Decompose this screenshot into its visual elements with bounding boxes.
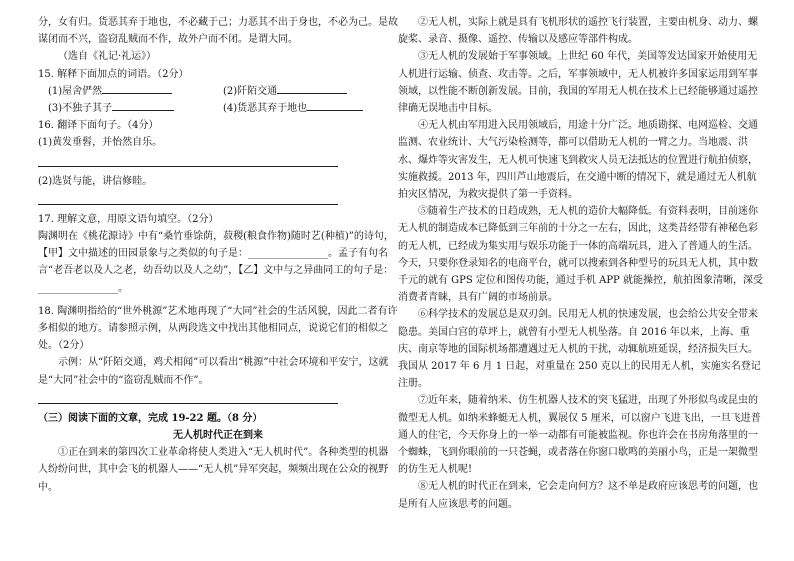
q15-item-3: (3)不独子其子 bbox=[48, 103, 113, 115]
answer-blank[interactable] bbox=[307, 100, 363, 111]
article-paragraph-7: ⑦近年来，随着纳米、仿生机器人技术的突飞猛进，出现了外形似鸟或昆虫的微型无人机。如纳米蜂蜓无人机，翼展仅 5 厘米，可以窗户飞进飞出，一旦飞进普通人的住宅，今天你身上的一举一动都有可能被监视。你也许会在书房角落里的一个蜘蛛，飞到你眼前的一只苍蝇，或者落在你窗口歇鸣的美丽小鸟，正是一架微型的仿生无人机呢! bbox=[398, 395, 761, 476]
article-paragraph-6: ⑥科学技术的发展总是双刃剑。民用无人机的快速发展，也会给公共安全带来隐患。美国白宫的草坪上，就曾有小型无人机坠落。自 2016 年以来，上海、重庆、南京等地的国际机场都遭遇过无人机的干扰，动辄航班延误，经济损失巨大。我国从 2017 年 6 月 1 日起，对重量在 250 克以上的民用无人机，实施实名登记注册。 bbox=[398, 309, 761, 390]
passage-ending: 分，女有归。货恶其弃于地也，不必藏于己；力恶其不出于身也，不必为己。是故谋闭而不兴，盗窃乱贼而不作，故外户而不闭。是谓大同。 bbox=[38, 17, 398, 46]
answer-line[interactable] bbox=[38, 192, 338, 205]
article-paragraph-2: ②无人机，实际上就是具有飞机形状的遥控飞行装置，主要由机身、动力、螺旋桨、录音、摄像、遥控、传输以及感应等部件构成。 bbox=[398, 17, 758, 46]
article-paragraph-5: ⑤随着生产技术的日趋成熟，无人机的造价大幅降低。有资料表明，目前迷你无人机的制造成本已降低到三年前的十分之一左右，因此，这类昔经带有神秘色彩的无人机，已经成为集实用与娱乐功能于一体的高端玩具，进入了普通人的生活。今天，只要你登录知名的电商平台，就可以搜索到各种型号的玩具无人机，其中数千元的就有 GPS 定位和图传功能，通过手机 APP 就能操控，航拍图象清晰，深受消费者青睐，具有广阔的市场前景。 bbox=[398, 206, 763, 304]
q15-item-2: (2)阡陌交通 bbox=[223, 85, 278, 97]
answer-blank[interactable] bbox=[277, 83, 347, 94]
left-column bbox=[38, 14, 398, 496]
answer-line[interactable] bbox=[38, 391, 338, 404]
q15-row-2 bbox=[38, 100, 398, 117]
article-paragraph-1: ①正在到来的第四次工业革命将使人类进入“无人机时代”。各种类型的机器人纷纷问世，其中会飞的机器人——“无人机”异军突起，频频出现在公众的视野中。 bbox=[38, 447, 389, 493]
answer-blank[interactable] bbox=[102, 83, 172, 94]
passage-source: （选自《礼记·礼运》） bbox=[58, 51, 157, 63]
answer-blank[interactable] bbox=[112, 100, 174, 111]
question-15: 15. 解释下面加点的词语。（2分） bbox=[38, 68, 189, 80]
article-paragraph-8: ⑧无人机的时代正在到来，它会走向何方？这不单是政府应该思考的问题，也是所有人应该思考的问题。 bbox=[398, 481, 758, 510]
q16-item-1: (1)黄发垂髫，并怡然自乐。 bbox=[38, 137, 163, 149]
section-heading: （三）阅读下面的文章，完成 19-22 题。（8 分） bbox=[38, 412, 263, 424]
article-title: 无人机时代正在到来 bbox=[173, 430, 263, 442]
q16-item-2: (2)选贤与能，讲信修睦。 bbox=[38, 175, 153, 187]
question-17: 17. 理解文意，用原文语句填空。（2分） bbox=[38, 213, 219, 225]
q17-body: 陶渊明在《桃花源诗》中有“桑竹垂馀荫，菽稷(粮食作物)随时艺(种植)”的诗句，【甲】文中描述的田园景象与之类似的句子是：________________。孟子有句名言“老吾老以及人之老，幼吾幼以及人之幼”，【乙】文中与之异曲同工的句子是：________________。 bbox=[38, 231, 394, 294]
question-18: 18. 陶渊明指给的“世外桃源”艺术地再现了“大同”社会的生活风貌，因此二者有许多相似的地方。请参照示例，从两段选文中找出其他相同点，说说它们的相似之处。（2分） bbox=[38, 305, 398, 352]
article-paragraph-3: ③无人机的发展始于军事领域。上世纪 60 年代，美国等发达国家开始使用无人机进行运输、侦查、攻击等。之后，军事领域中，无人机被许多国家运用到军事领域，以性能不断创新发展。目前，我国的军用无人机在技术上已经能够通过遥控律确无误地击中目标。 bbox=[398, 51, 758, 115]
q15-item-1: (1)屋舍俨然 bbox=[48, 85, 103, 97]
q15-row-1 bbox=[38, 83, 398, 100]
article-paragraph-4: ④无人机由军用进入民用领域后，用途十分广泛。地质勘探、电网巡检、交通监测、农业统计、大气污染检测等，都可以借助无人机的一臂之力。当地震、洪水、爆炸等灾害发生，无人机可快速飞到救灾人员无法抵达的位置进行航拍侦察，实施救援。2013 年，四川芦山地震后，在交通中断的情况下，就是通过无人机航拍灾区情况，为救灾提供了第一手资料。 bbox=[398, 120, 758, 201]
question-16: 16. 翻译下面句子。（4分） bbox=[38, 120, 159, 132]
answer-line[interactable] bbox=[38, 154, 338, 167]
q15-item-4: (4)货恶其弃于地也 bbox=[223, 103, 308, 115]
right-column bbox=[398, 14, 766, 513]
q18-example: 示例：从“阡陌交通，鸡犬相闻”可以看出“桃源”中社会环境和平安宁，这就是“大同”社会中的“盗窃乱贼而不作”。 bbox=[38, 357, 389, 386]
